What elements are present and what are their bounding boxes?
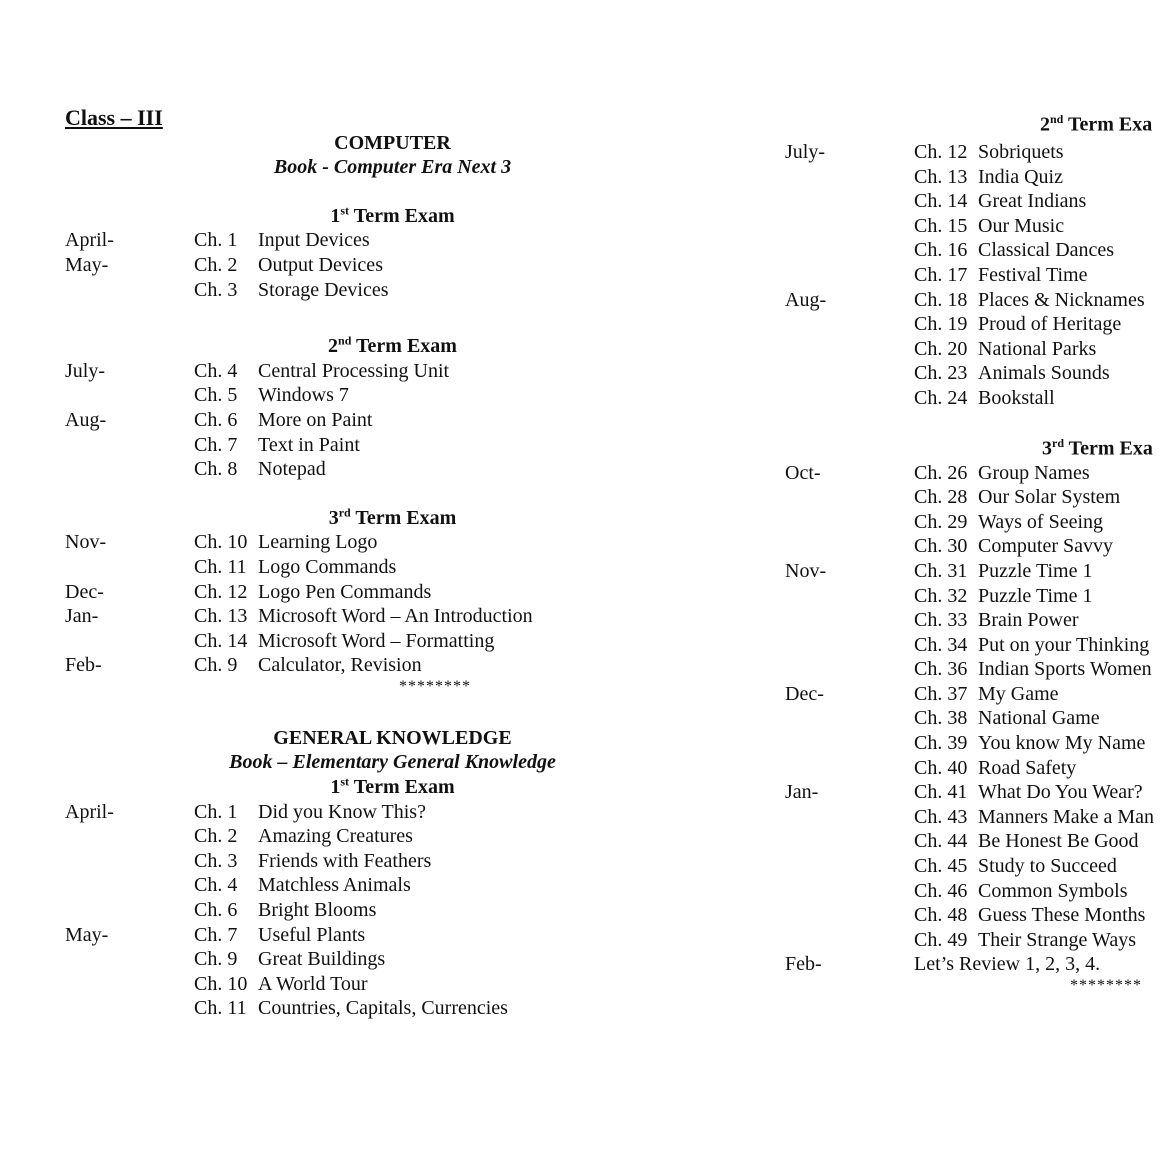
chapter-title: Manners Make a Man <box>978 805 1155 828</box>
month-label <box>65 873 194 898</box>
right-column <box>785 140 1162 995</box>
month-label <box>785 731 914 756</box>
chapter-number: Ch. 14 <box>914 190 968 213</box>
chapter-title: Calculator, Revision <box>258 654 422 677</box>
chapter-number: Ch. 20 <box>914 337 968 360</box>
month-label: July- <box>65 359 105 382</box>
chapter-title: Logo Commands <box>258 555 397 578</box>
month-label <box>785 485 914 510</box>
syllabus-row <box>785 731 1162 756</box>
chapter-number: Ch. 34 <box>914 633 968 656</box>
syllabus-row <box>65 898 755 923</box>
month-label <box>785 214 914 239</box>
computer-subject-heading: COMPUTER <box>334 131 451 154</box>
syllabus-row <box>785 337 1162 362</box>
chapter-number: Ch. 2 <box>194 253 238 276</box>
chapter-number: Ch. 49 <box>914 928 968 951</box>
month-label <box>65 457 194 482</box>
chapter-number: Ch. 1 <box>194 800 238 823</box>
month-label <box>65 947 194 972</box>
chapter-title: Output Devices <box>258 253 383 276</box>
month-label <box>785 633 914 658</box>
syllabus-row <box>785 682 1162 707</box>
chapter-title: You know My Name <box>978 732 1146 755</box>
month-label <box>65 383 194 408</box>
month-label <box>785 263 914 288</box>
end-marker: ******** <box>1070 977 1142 994</box>
chapter-number: Ch. 31 <box>914 559 968 582</box>
chapter-title: India Quiz <box>978 165 1063 188</box>
gk-term3-list <box>785 461 1162 977</box>
chapter-number: Ch. 6 <box>194 899 238 922</box>
chapter-title: Their Strange Ways <box>978 928 1136 951</box>
chapter-title: What Do You Wear? <box>978 781 1143 804</box>
gk-term1-list <box>65 800 755 1021</box>
syllabus-row <box>785 214 1162 239</box>
chapter-title: National Parks <box>978 337 1097 360</box>
chapter-number: Ch. 32 <box>914 584 968 607</box>
chapter-number: Ch. 4 <box>194 874 238 897</box>
month-label <box>785 510 914 535</box>
chapter-title: Amazing Creatures <box>258 825 413 848</box>
chapter-title: Our Solar System <box>978 486 1121 509</box>
month-label: Aug- <box>785 288 827 311</box>
chapter-title: Proud of Heritage <box>978 313 1122 336</box>
chapter-title: Windows 7 <box>258 384 349 407</box>
syllabus-row <box>785 706 1162 731</box>
syllabus-row <box>65 947 755 972</box>
chapter-title: Great Indians <box>978 190 1087 213</box>
syllabus-row <box>785 879 1162 904</box>
syllabus-row <box>785 952 1162 977</box>
syllabus-row <box>65 433 755 458</box>
month-label <box>785 189 914 214</box>
syllabus-row <box>785 238 1162 263</box>
chapter-number: Ch. 26 <box>914 461 968 484</box>
chapter-title: Central Processing Unit <box>258 359 450 382</box>
chapter-title: Microsoft Word – An Introduction <box>258 605 533 628</box>
chapter-title: Did you Know This? <box>258 800 426 823</box>
syllabus-row <box>65 972 755 997</box>
chapter-title: Classical Dances <box>978 239 1115 262</box>
syllabus-row <box>65 824 755 849</box>
chapter-title: Our Music <box>978 214 1065 237</box>
chapter-title: Indian Sports Women <box>978 658 1152 681</box>
syllabus-row <box>65 580 755 605</box>
month-label <box>785 386 914 411</box>
syllabus-row <box>65 228 755 253</box>
gk-term1-heading: 1st Term Exam <box>330 774 455 799</box>
month-label <box>785 534 914 559</box>
gk-book-title: Book – Elementary General Knowledge <box>229 751 556 774</box>
chapter-title: Group Names <box>978 461 1090 484</box>
gk-subject-heading: GENERAL KNOWLEDGE <box>273 726 512 749</box>
chapter-title: National Game <box>978 707 1100 730</box>
syllabus-row <box>65 800 755 825</box>
syllabus-row <box>65 359 755 384</box>
month-label: Jan- <box>65 605 99 628</box>
month-label: May- <box>65 253 109 276</box>
month-label <box>785 756 914 781</box>
computer-term2-heading: 2nd Term Exam <box>328 333 457 358</box>
syllabus-row <box>65 555 755 580</box>
syllabus-row <box>785 189 1162 214</box>
computer-term3-list <box>65 530 755 678</box>
chapter-number: Ch. 14 <box>194 629 248 652</box>
chapter-number: Ch. 40 <box>914 756 968 779</box>
chapter-number: Ch. 2 <box>194 825 238 848</box>
chapter-number: Ch. 10 <box>194 972 248 995</box>
chapter-number: Ch. 13 <box>914 165 968 188</box>
syllabus-row <box>65 629 755 654</box>
chapter-number: Ch. 6 <box>194 408 238 431</box>
month-label <box>785 165 914 190</box>
syllabus-row <box>65 278 755 303</box>
chapter-title: Text in Paint <box>258 433 360 456</box>
syllabus-row <box>785 165 1162 190</box>
syllabus-row <box>65 383 755 408</box>
chapter-title: Be Honest Be Good <box>978 830 1139 853</box>
chapter-title: Festival Time <box>978 263 1088 286</box>
chapter-number: Ch. 9 <box>194 654 238 677</box>
month-label <box>785 608 914 633</box>
chapter-number: Ch. 11 <box>194 997 247 1020</box>
month-label <box>785 337 914 362</box>
month-label <box>65 278 194 303</box>
syllabus-row <box>785 534 1162 559</box>
computer-term2-list <box>65 359 755 482</box>
syllabus-row <box>785 312 1162 337</box>
chapter-title: Puzzle Time 1 <box>978 559 1093 582</box>
syllabus-row <box>785 928 1162 953</box>
syllabus-row <box>785 756 1162 781</box>
chapter-title: Computer Savvy <box>978 535 1113 558</box>
syllabus-row <box>785 633 1162 658</box>
syllabus-row <box>785 263 1162 288</box>
chapter-title: Brain Power <box>978 609 1079 632</box>
syllabus-row <box>65 457 755 482</box>
month-label: July- <box>785 141 825 163</box>
syllabus-row <box>65 530 755 555</box>
month-label <box>785 706 914 731</box>
month-label: Feb- <box>785 953 822 976</box>
chapter-number: Ch. 3 <box>194 849 238 872</box>
month-label: April- <box>65 800 114 823</box>
month-label <box>65 433 194 458</box>
month-label <box>785 829 914 854</box>
syllabus-row <box>65 408 755 433</box>
chapter-title: Study to Succeed <box>978 855 1117 878</box>
month-label: Oct- <box>785 461 821 484</box>
syllabus-row <box>785 584 1162 609</box>
chapter-title: Guess These Months <box>978 904 1146 927</box>
chapter-title: Microsoft Word – Formatting <box>258 629 495 652</box>
left-column <box>65 106 755 1021</box>
computer-term1-list <box>65 228 755 302</box>
month-label: May- <box>65 923 109 946</box>
syllabus-row <box>65 253 755 278</box>
class-title: Class – III <box>65 105 163 130</box>
month-label <box>785 928 914 953</box>
chapter-title: Bookstall <box>978 386 1055 409</box>
month-label <box>65 824 194 849</box>
syllabus-row <box>65 996 755 1021</box>
chapter-number: Ch. 29 <box>914 510 968 533</box>
month-label <box>785 854 914 879</box>
syllabus-row <box>785 386 1162 411</box>
chapter-title: Sobriquets <box>978 141 1064 163</box>
computer-term1-heading: 1st Term Exam <box>330 203 455 227</box>
chapter-number: Ch. 41 <box>914 781 968 804</box>
computer-term3-heading: 3rd Term Exam <box>328 505 457 529</box>
month-label <box>785 312 914 337</box>
syllabus-row <box>65 653 755 678</box>
chapter-title: Great Buildings <box>258 948 386 971</box>
chapter-number: Ch. 46 <box>914 879 968 902</box>
chapter-number: Ch. 28 <box>914 486 968 509</box>
chapter-number: Ch. 8 <box>194 458 238 481</box>
month-label <box>785 361 914 386</box>
syllabus-row <box>785 288 1162 313</box>
month-label <box>785 238 914 263</box>
syllabus-row <box>785 657 1162 682</box>
month-label <box>65 629 194 654</box>
syllabus-row <box>785 510 1162 535</box>
chapter-title: Logo Pen Commands <box>258 580 432 603</box>
chapter-number: Ch. 7 <box>194 433 238 456</box>
month-label <box>65 996 194 1021</box>
month-label: April- <box>65 229 114 252</box>
syllabus-row <box>785 361 1162 386</box>
chapter-title: Puzzle Time 1 <box>978 584 1093 607</box>
chapter-title: Matchless Animals <box>258 874 411 897</box>
month-label <box>785 584 914 609</box>
month-label: Feb- <box>65 654 102 677</box>
month-label <box>785 879 914 904</box>
chapter-number: Ch. 38 <box>914 707 968 730</box>
chapter-number: Ch. 1 <box>194 229 238 252</box>
chapter-number: Ch. 12 <box>914 141 968 163</box>
syllabus-row <box>785 608 1162 633</box>
chapter-number: Ch. 13 <box>194 605 248 628</box>
chapter-number: Ch. 48 <box>914 904 968 927</box>
chapter-title: Bright Blooms <box>258 899 377 922</box>
chapter-title: Animals Sounds <box>978 362 1110 385</box>
chapter-number: Ch. 37 <box>914 682 968 705</box>
gk-term2-heading: 2nd Term Exa <box>1040 112 1153 136</box>
chapter-title: Countries, Capitals, Currencies <box>258 997 508 1020</box>
gk-term2-list <box>785 140 1162 411</box>
chapter-number: Ch. 44 <box>914 830 968 853</box>
chapter-number: Ch. 3 <box>194 278 238 301</box>
syllabus-row <box>65 923 755 948</box>
chapter-number: Ch. 36 <box>914 658 968 681</box>
chapter-title: My Game <box>978 682 1059 705</box>
chapter-title: Put on your Thinking <box>978 633 1150 656</box>
syllabus-row <box>785 485 1162 510</box>
computer-book-title: Book - Computer Era Next 3 <box>273 156 512 179</box>
month-label <box>65 898 194 923</box>
chapter-number: Ch. 11 <box>194 555 247 578</box>
month-label <box>65 972 194 997</box>
chapter-title: Places & Nicknames <box>978 288 1145 311</box>
chapter-number: Ch. 17 <box>914 263 968 286</box>
syllabus-row <box>65 604 755 629</box>
chapter-title: Friends with Feathers <box>258 849 432 872</box>
chapter-number: Ch. 24 <box>914 386 968 409</box>
month-label: Nov- <box>785 559 827 582</box>
chapter-number: Ch. 16 <box>914 239 968 262</box>
chapter-title: Learning Logo <box>258 531 378 554</box>
syllabus-row <box>65 849 755 874</box>
chapter-title: Storage Devices <box>258 278 389 301</box>
month-label <box>65 555 194 580</box>
syllabus-row <box>785 559 1162 584</box>
month-label: Dec- <box>785 682 824 705</box>
syllabus-row <box>785 805 1162 830</box>
chapter-number: Ch. 7 <box>194 923 238 946</box>
chapter-title: Road Safety <box>978 756 1077 779</box>
chapter-number: Ch. 15 <box>914 214 968 237</box>
chapter-number: Ch. 4 <box>194 359 238 382</box>
end-marker: ******** <box>399 677 471 695</box>
month-label <box>65 849 194 874</box>
chapter-number: Ch. 23 <box>914 362 968 385</box>
chapter-title: Useful Plants <box>258 923 366 946</box>
chapter-title: A World Tour <box>258 972 368 995</box>
syllabus-row <box>785 903 1162 928</box>
chapter-number: Ch. 12 <box>194 580 248 603</box>
chapter-title: Input Devices <box>258 229 370 252</box>
syllabus-row <box>785 854 1162 879</box>
month-label <box>785 805 914 830</box>
month-label: Nov- <box>65 531 107 554</box>
chapter-title: Common Symbols <box>978 879 1128 902</box>
chapter-number: Ch. 18 <box>914 288 968 311</box>
month-label: Dec- <box>65 580 104 603</box>
month-label: Jan- <box>785 781 819 804</box>
chapter-number: Ch. 45 <box>914 855 968 878</box>
syllabus-row <box>785 461 1162 486</box>
syllabus-row <box>785 140 1162 165</box>
chapter-number: Ch. 33 <box>914 609 968 632</box>
month-label <box>785 657 914 682</box>
chapter-number: Ch. 5 <box>194 384 238 407</box>
chapter-title: Notepad <box>258 458 326 481</box>
chapter-number: Ch. 43 <box>914 805 968 828</box>
month-label <box>785 903 914 928</box>
chapter-number: Ch. 30 <box>914 535 968 558</box>
chapter-title: More on Paint <box>258 408 373 431</box>
chapter-number: Ch. 9 <box>194 948 238 971</box>
syllabus-row <box>785 780 1162 805</box>
chapter-number: Let’s Review 1, 2, 3, 4. <box>914 953 1101 976</box>
chapter-number: Ch. 10 <box>194 531 248 554</box>
chapter-title: Ways of Seeing <box>978 510 1104 533</box>
chapter-number: Ch. 19 <box>914 313 968 336</box>
syllabus-row <box>785 829 1162 854</box>
syllabus-row <box>65 873 755 898</box>
chapter-number: Ch. 39 <box>914 732 968 755</box>
month-label: Aug- <box>65 408 107 431</box>
gk-term3-heading: 3rd Term Exa <box>1042 436 1153 460</box>
